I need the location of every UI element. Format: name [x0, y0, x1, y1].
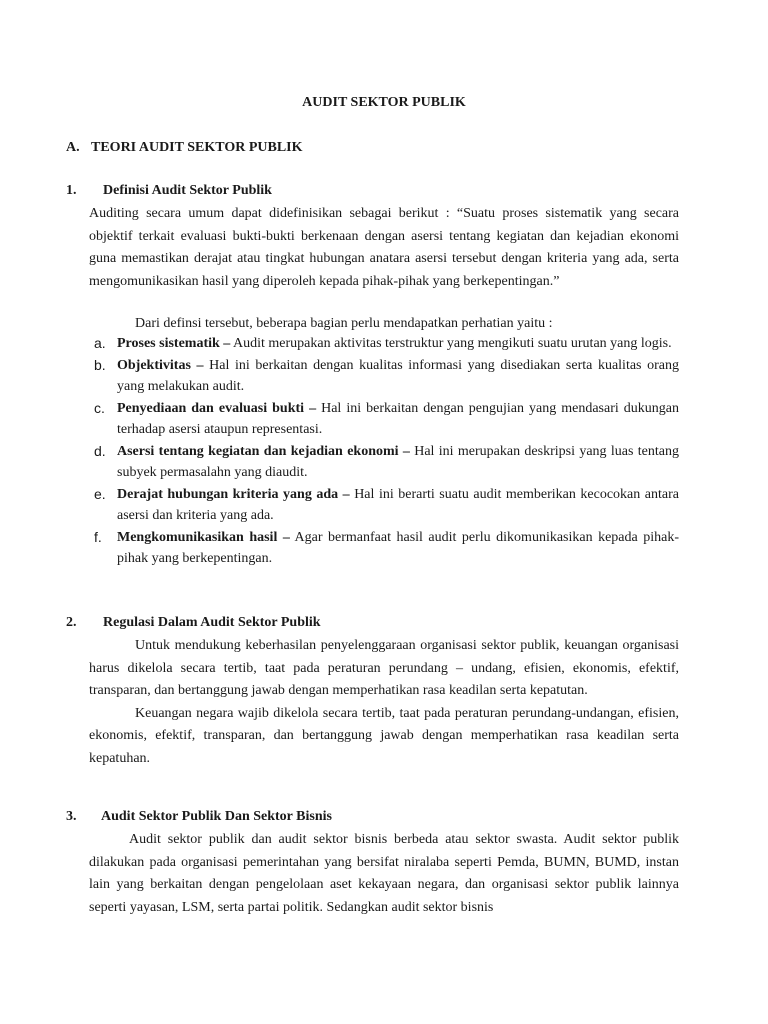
- definition-intro: Dari definsi tersebut, beberapa bagian perlu mendapatkan perhatian yaitu :: [135, 316, 553, 331]
- definition-paragraph: Auditing secara umum dapat didefinisikan sebagai berikut : “Suatu proses sistematik yang secara objektif terkait evaluasi bukti-bukti berkenaan dengan asersi tentang kegiatan dan kejadian ekonomi guna memastikan derajat atau tingkat hubungan anatara asersi tersebut dengan kriteria yang ada, serta mengomunikasikan hasil yang diperoleh kepada pihak-pihak yang berkepentingan.”: [89, 206, 679, 289]
- section-3-body: [89, 829, 679, 919]
- comparison-paragraph: Audit sektor publik dan audit sektor bisnis berbeda atau sektor swasta. Audit sektor publik dilakukan pada organisasi pemerintahan yang bersifat niralaba seperti Pemda, BUMN, BUMD, instan lain yang berkaitan dengan pengelolaan aset kekayaan negara, dan organisasi sektor publik lainnya seperti yayasan, LSM, serta partai politik. Sedangkan audit sektor bisnis: [89, 832, 679, 915]
- list-term: Proses sistematik –: [117, 336, 231, 351]
- section-a-heading: TEORI AUDIT SEKTOR PUBLIK: [91, 140, 303, 155]
- list-term: Penyediaan dan evaluasi bukti –: [117, 400, 317, 416]
- list-text: Hal ini berkaitan dengan pengujian yang mendasari dukungan terhadap asersi ataupun representasi.: [117, 400, 680, 437]
- list-text: Hal ini merupakan deskripsi yang luas tentang subyek permasalahn yang diaudit.: [117, 443, 679, 480]
- list-item: [89, 398, 679, 441]
- list-marker: c.: [94, 399, 105, 416]
- definition-list: [89, 333, 679, 570]
- list-term: Objektivitas –: [117, 357, 204, 373]
- list-text: Agar bermanfaat hasil audit perlu dikomunikasikan kepada pihak-pihak yang berkepentingan.: [117, 529, 679, 566]
- section-3-number: 3.: [66, 809, 77, 824]
- list-item: [89, 333, 679, 355]
- section-2-heading: Regulasi Dalam Audit Sektor Publik: [103, 615, 321, 630]
- list-marker: f.: [94, 528, 102, 545]
- list-text: Hal ini berarti suatu audit memberikan kecocokan antara asersi dan kriteria yang ada.: [117, 486, 679, 523]
- document-title: AUDIT SEKTOR PUBLIK: [302, 95, 466, 110]
- section-2-number: 2.: [66, 615, 77, 630]
- list-marker: e.: [94, 485, 106, 502]
- list-term: Asersi tentang kegiatan dan kejadian ekonomi –: [117, 443, 410, 459]
- list-marker: d.: [94, 442, 106, 459]
- list-term: Mengkomunikasikan hasil –: [117, 529, 290, 545]
- list-term: Derajat hubungan kriteria yang ada –: [117, 486, 350, 502]
- list-item: [89, 484, 679, 527]
- section-1-number: 1.: [66, 183, 77, 198]
- list-text: Hal ini berkaitan dengan kualitas informasi yang disediakan serta kualitas orang yang melakukan audit.: [117, 357, 679, 394]
- list-marker: b.: [94, 356, 106, 373]
- section-2-body: [89, 635, 679, 771]
- regulation-paragraph-2: Keuangan negara wajib dikelola secara tertib, taat pada peraturan perundang-undangan, efisien, ekonomis, efektif, transparan, dan bertanggung jawab dengan memperhatikan rasa keadilan serta kepatuhan.: [89, 705, 679, 766]
- list-marker: a.: [94, 335, 106, 351]
- section-1-definition: [89, 203, 679, 293]
- section-1-heading: Definisi Audit Sektor Publik: [103, 183, 272, 198]
- section-3-heading: Audit Sektor Publik Dan Sektor Bisnis: [101, 809, 332, 824]
- regulation-paragraph-1: Untuk mendukung keberhasilan penyelenggaraan organisasi sektor publik, keuangan organisasi harus dikelola secara tertib, taat pada peraturan perundang – undang, efisien, ekonomis, efektif, transparan, dan bertanggung jawab dengan memperhatikan rasa keadilan serta kepatutan.: [89, 638, 679, 699]
- list-item: [89, 527, 679, 570]
- section-a-number: A.: [66, 140, 80, 155]
- list-item: [89, 441, 679, 484]
- list-item: [89, 355, 679, 398]
- list-text: Audit merupakan aktivitas terstruktur yang mengikuti suatu urutan yang logis.: [230, 336, 672, 351]
